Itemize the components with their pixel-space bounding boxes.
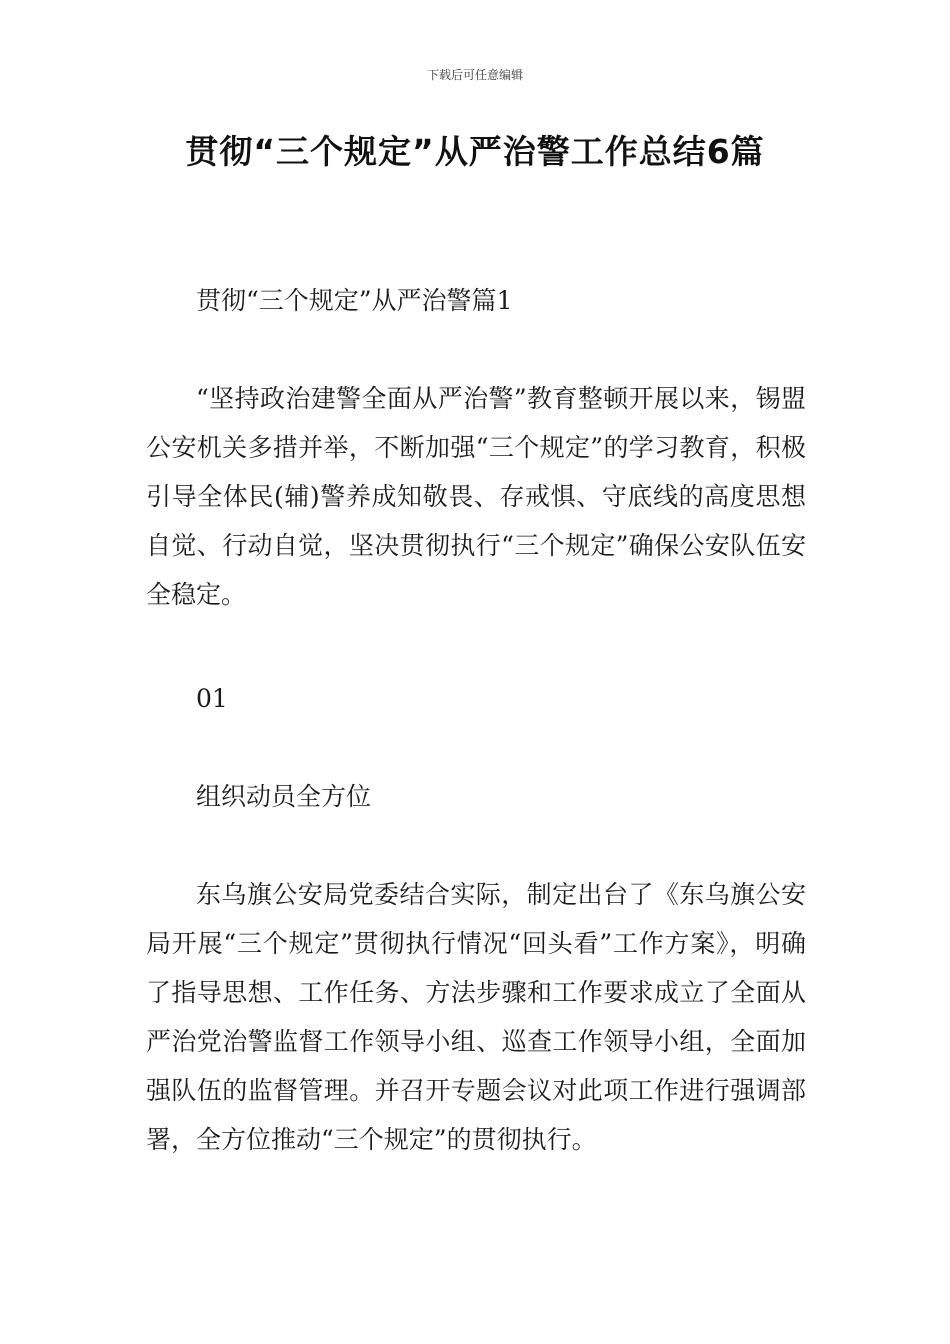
section-number: 01	[196, 684, 228, 713]
section-heading: 贯彻“三个规定”从严治警篇1	[196, 286, 513, 315]
paragraph-intro: “坚持政治建警全面从严治警”教育整顿开展以来，锡盟公安机关多措并举，不断加强“三个规定”的学习教育，积极引导全体民(辅)警养成知敬畏、存戒惧、守底线的高度思想自觉、行动自觉，坚决贯彻执行“三个规定”确保公安队伍安全稳定。	[146, 384, 806, 609]
page-title: 贯彻“三个规定”从严治警工作总结6篇	[185, 132, 765, 171]
paragraph-body: 东乌旗公安局党委结合实际，制定出台了《东乌旗公安局开展“三个规定”贯彻执行情况“回头看”工作方案》，明确了指导思想、工作任务、方法步骤和工作要求成立了全面从严治党治警监督工作领导小组、巡查工作领导小组，全面加强队伍的监督管理。并召开专题会议对此项工作进行强调部署，全方位推动“三个规定”的贯彻执行。	[146, 880, 806, 1154]
header-note: 下载后可任意编辑	[426, 68, 523, 82]
subheading: 组织动员全方位	[196, 782, 372, 811]
